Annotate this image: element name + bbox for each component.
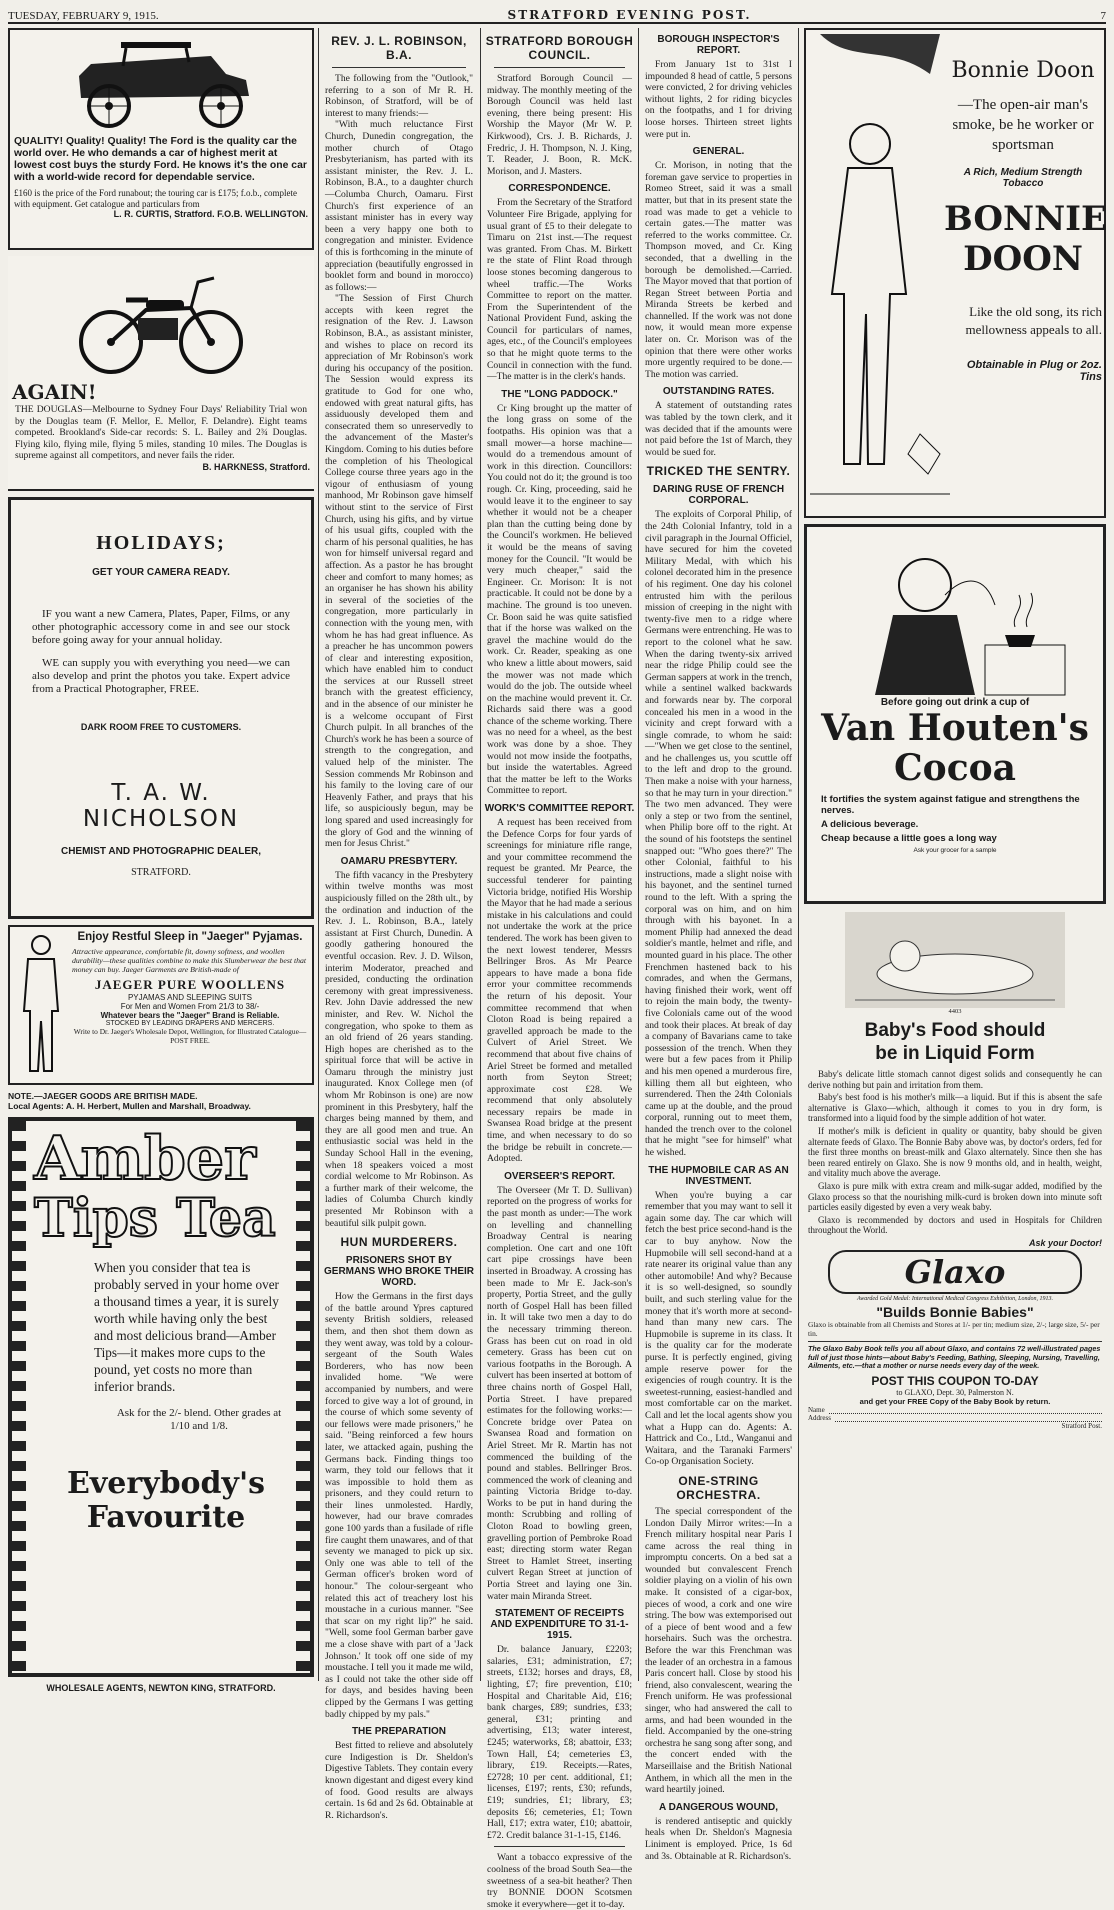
baby-photo-illustration [845,912,1065,1008]
heading-borough-council: STRATFORD BOROUGH COUNCIL. [485,34,634,62]
bonnie-doon-ad [804,28,1106,518]
glaxo-brand: Glaxo [828,1250,1082,1294]
article-paragraph: Stratford Borough Council — midway. The monthly meeting of the Borough Council was held last evening, there being present: His Worship the Mayor (Mr W. P. Kirkwood), Crs. J. B. Richards, J. Fredric, J. H. Thompson, N. J. King, T. Reader, J. Boon, R. McK. Morison, and J. Masters. [487,73,632,177]
bonnie-doon-body: Like the old song, its rich mellowness appeals to all. [965,304,1102,337]
heading-receipts-expenditure: STATEMENT OF RECEIPTS AND EXPENDITURE TO 31-1-1915. [490,1608,629,1642]
heading-one-string-orchestra: ONE-STRING ORCHESTRA. [676,1473,761,1502]
jaeger-ad-title: Enjoy Restful Sleep in "Jaeger" Pyjamas. [77,931,303,943]
bonnie-doon-brand-1: BONNIE [944,199,1107,239]
glaxo-coupon-paper: Stratford Post. [1061,1421,1102,1430]
column-rule [798,28,799,1681]
nicholson-ad-paragraph-2: WE can supply you with everything you need—we can also develop and print the photos you take. Expert advice from a Practical Photographer, FREE. [32,657,290,695]
nicholson-ad-trade: CHEMIST AND PHOTOGRAPHIC DEALER, [60,846,261,857]
douglas-ad-agent: B. HARKNESS, Stratford. [202,461,310,472]
heading-tricked-sentry: TRICKED THE SENTRY. [646,464,791,479]
jaeger-ad-line-3: Whatever bears the "Jaeger" Brand is Reliable. [100,1011,280,1020]
article-paragraph: From the Secretary of the Stratford Volunteer Fire Brigade, applying for usual grant of £5 to their delegate to Timaru on 21st inst.—The request was granted. From Chas. M. Birkett re the state of Flint Road through loose stones becoming dangerous to wheel traffic.—The Works Committee to report on the matter. From the Superintendent of the National Provident Fund, asking the Council for particulars of names, ages, etc., of the Council's employees so that he might quote terms to the Council in connection with the fund.—The matter is in the clerk's hands. [487,197,632,383]
ford-car-illustration [61,34,261,132]
van-houtens-line-2: A delicious beverage. [821,819,919,830]
douglas-ad-body: THE DOUGLAS—Melbourne to Sydney Four Days' Reliability Trial won by the Douglas team (F. Mellor, E. Mellor, F. Delandre). Eight teams competed. Brookland's Side-car records: S. L. Bailey and 2¾ Douglas. Flying kilo, flying mile, flying 5 miles, standing 10 miles. The Douglas is supreme against all competitors, and never fails the rider. [15,404,307,462]
article-paragraph: A statement of outstanding rates was tabled by the town clerk, and it was decided that if the amounts were not paid before the 1st of March, they would be sued for. [645,400,792,458]
article-paragraph: The fifth vacancy in the Presbytery within twelve months was most auspiciously filled on the 28th ult., by the ordination and induction of the Rev. J. L. Robinson, B.A., lately assistant at First Church, Dunedin. A goodly gathering honoured the eventful occasion. Rev. J. D. Wilson, interim Moderator, preached and presided, conducting the ordination ceremony with great impressiveness. Rev. John Davie addressed the new minister, and Rev. W. Nichol the congregation, who spoke to them as an old friend of 26 years standing. High hopes are cherished as to the spiritual force that will be active in Oamaru through the ministry just inaugurated. Knox College men (of whom Mr Robinson is one) are now prominent in this Presbytery, half the charges being manned by them, and they are all good men and true. An enthusiastic social was held in the Sunday School Hall in the evening, when 18 speakers voiced a most cordial welcome to Mr Robinson. As a further mark of their welcome, the ladies of Columba Church kindly presented Mr Robinson with a beautiful silk pulpit gown. [325,869,473,1229]
jaeger-ad-line-5: Write to Dr. Jaeger's Wholesale Depot, Wellington, for Illustrated Catalogue—POST FREE. [73,1027,307,1045]
heading-hupmobile: THE HUPMOBILE CAR AS AN INVESTMENT. [648,1164,789,1187]
jaeger-ad-intro: Attractive appearance, comfortable fit, downy softness, and woollen durability—these qualities combine to make this Slumberwear the best that money can buy. Jaeger Garments are British-made of [72,947,307,974]
divider [808,1341,1102,1342]
heading-outstanding-rates: OUTSTANDING RATES. [662,386,775,398]
nicholson-ad-darkroom: DARK ROOM FREE TO CUSTOMERS. [80,722,242,732]
jaeger-ad-brand: JAEGER PURE WOOLLENS [94,977,286,992]
heading-robinson: REV. J. L. ROBINSON, B.A. [331,34,467,62]
heading-long-paddock: THE "LONG PADDOCK." [501,388,618,400]
heading-oamaru-presbytery: OAMARU PRESBYTERY. [340,855,458,867]
glaxo-ad [804,910,1106,1432]
bonnie-doon-sub: A Rich, Medium Strength Tobacco [963,167,1083,189]
nicholson-ad-name: T. A. W. NICHOLSON [82,780,240,832]
van-houtens-brand-1: Van Houten's [821,707,1089,749]
glaxo-paragraph: If mother's milk is deficient in quality or quantity, baby should be given alternate feeds of Glaxo. The Bonnie Baby above was, by doctor's orders, fed for the first three months on breast-milk and Glaxo alternately. Since then she has been reared entirely on Glaxo. She is now 9 months old, and in health, weight, and vitality much above the average. [808,1125,1102,1179]
glaxo-baby-book: The Glaxo Baby Book tells you all about Glaxo, and contains 72 well-illustrated pages full of just those hints—about Baby's Feeding, Bathing, Sleeping, Nursing, Travelling, Ailments, etc.—that a mother or nurse needs every day of the week. [808,1343,1101,1371]
bonnie-doon-foot: Obtainable in Plug or 2oz. Tins [966,359,1102,383]
article-paragraph: "With much reluctance First Church, Dunedin congregation, the mother church of Otago Presbyterianism, has parted with its assistant minister, the Rev. J. L. Robinson, B.A., to a daughter church—Columba Church, Oamaru. First Church's first experience of an assistant minister has in every way been a very happy one both to congregation and minister. Evidence of this is forthcoming in the minute of appreciation (beautifully engrossed in booklet form and bound in morocco) as follows:— [325,119,473,293]
nicholson-ad-town: STRATFORD. [131,867,191,878]
ford-ad-agent: L. R. CURTIS, Stratford. F.O.B. WELLINGTON. [113,209,308,220]
bonnie-doon-title: Bonnie Doon [951,58,1095,83]
amber-tips-ad [8,1117,314,1677]
nicholson-ad [8,497,314,919]
glaxo-coupon-address-label: Address [808,1413,831,1422]
glaxo-ask: Ask your Doctor! [1028,1237,1102,1248]
divider [494,1846,625,1847]
nicholson-ad-subtitle: GET YOUR CAMERA READY. [92,567,230,578]
striped-border [296,1121,310,1673]
column-rule [318,28,319,1681]
divider [494,67,625,68]
jaeger-ad-note: NOTE.—JAEGER GOODS ARE BRITISH MADE. [8,1091,198,1101]
article-paragraph: The exploits of Corporal Philip, of the 24th Colonial Infantry, told in a civil paragraph in the Journal Officiel, have secured for him the coveted Military Medal, with which his colonel decorated him in the presence of his regiment. One day his colonel entrusted him with the perilous mission of creeping in the night with twenty-five men to a ridge where Germans were entrenching. He was to report to the colonel what he saw. When the daring twenty-six arrived near the ridge Philip could see the German sappers at work in the trench, while a sentinel walked backwards and forwards near by. The corporal concealed his men in a wood in the vicinity and crept forward with a single comrade, to whom he said:—"When we get close to the sentinel, and he challenges us, you scuttle off to the left and drop to the ground. Then make a noise with your harness, so that he may turn in your direction." The two men advanced. They were only a step or two from the sentinel, when Philip bore off to the right. At the sound of his footsteps the sentinel snapped out: "Who goes there?" The other Colonial, faithful to his instructions, made a slight noise with his bayonet, and the sentinel turned round to the left. With a spring the corporal was on him, and on him through with his bayonet. In a moment Philip had annexed the dead soldier's mantle, helmet and rifle, and mounted guard in his place. The other Frenchmen hastened back to his comrades, and when the Germans, having finished their work, went off to rejoin the main body, the twenty-five Colonials came out of the wood and took their places. At break of day a company of Bavarians came to take possession of the trench. When they were but a few paces from it Philip and his men opened a murderous fire, killing them all but eighteen, who surrendered. Then the 24th Colonials came up at the double, and the proud corporal, running out to meet them, handed the trench over to the colonel that he might "see for himself" what he wished. [645,509,792,1159]
heading-preparation: THE PREPARATION [351,1726,447,1738]
column-rule [480,28,481,1681]
glaxo-title-1: Baby's Food should [864,1020,1046,1041]
jaeger-ad-line-4: STOCKED BY LEADING DRAPERS AND MERCERS. [105,1020,275,1027]
subheading-prisoners-shot: PRISONERS SHOT BY GERMANS WHO BROKE THEIR WORD. [324,1255,474,1289]
subheading-daring-ruse: DARING RUSE OF FRENCH CORPORAL. [652,484,785,507]
heading-dangerous-wound: A DANGEROUS WOUND, [658,1801,779,1813]
ford-ad-price: £160 is the price of the Ford runabout; the touring car is £175; f.o.b., complete with equipment. Get catalogue and particulars from [14,188,297,209]
divider [332,67,466,68]
glaxo-paragraph: Baby's best food is his mother's milk—a liquid. But if this is absent the safe alternative is Glaxo—which, although it comes to you in dry form, is transformed into a liquid food by the simple addition of hot water. [808,1092,1102,1124]
article-paragraph: Want a tobacco expressive of the coolness of the broad South Sea—the sweetness of a sea-bit heather? Then try BONNIE DOON Scotsmen smoke it everywhere—get it to-day. [487,1852,632,1910]
bonnie-doon-tagline: —The open-air man's smoke, be he worker or sportsman [952,97,1094,153]
van-houtens-line-1: It fortifies the system against fatigue and strengthens the nerves. [821,794,1080,816]
glaxo-coupon-address: to GLAXO, Dept. 30, Palmerston N. [896,1387,1014,1397]
column-rule [638,28,639,1681]
article-paragraph: The following from the "Outlook," referring to a son of Mr R. H. Robinson, of Stratford, will be of interest to many friends:— [325,73,473,119]
douglas-ad [8,256,314,491]
glaxo-slogan: "Builds Bonnie Babies" [876,1303,1034,1320]
heading-inspectors-report: BOROUGH INSPECTOR'S REPORT. [657,34,780,56]
motorcycle-illustration [76,260,246,380]
glaxo-paragraph: Baby's delicate little stomach cannot digest solids and consequently he can derive nothing but pain and irritation from them. [808,1069,1102,1090]
column-adverts-left [8,28,314,1693]
jaeger-ad-line-2: For Men and Women From 21/3 to 38/- [120,1002,260,1011]
van-houtens-brand-2: Cocoa [894,747,1016,789]
glaxo-coupon-address-field[interactable] [835,1414,1102,1422]
article-paragraph: From January 1st to 31st I impounded 8 head of cattle, 5 persons were convicted, 2 for driving vehicles without lights, 2 for riding bicycles on the footpaths, and 1 for driving loose horses. Thirteen street lights were put in. [645,59,792,140]
nicholson-ad-title: HOLIDAYS; [96,532,226,554]
glaxo-photo-number: 4403 [948,1008,962,1015]
amber-tips-slogan-1: Everybody's [66,1466,266,1501]
amber-tips-body: When you consider that tea is probably served in your home over a thousand times a year, it is surely worth while having only the best and most delicious brand—Amber Tips—it makes more cups to the pound, yet costs no more than inferior brands. [94,1260,279,1394]
heading-hun-murderers: HUN MURDERERS. [340,1235,458,1250]
article-paragraph: Cr. Morison, in noting that the foreman gave service to properties in Romeo Street, said it was a small matter, but that in its present state the road was made to get a vehicle to certain gates.—The matter was referred to the works committee. Cr. Thompson moved, and Cr. King seconded, that a dwelling in the borough be demolished.—Carried. The Mayor moved that that portion of Regan Street between Portia and Miranda Streets be kerbed and channelled. If the work was not done now, it would mean more expense later on. Cr. Morison was of the opinion that there were other works more urgently required to be done.—The motion was carried. [645,160,792,380]
jaeger-ad-agents: Local Agents: A. H. Herbert, Mullen and Marshall, Broadway. [8,1101,251,1111]
heading-correspondence: CORRESPONDENCE. [508,183,611,195]
glaxo-award: Awarded Gold Medal: International Medical Congress Exhibition, London, 1913. [856,1295,1054,1302]
jaeger-ad-line-1: PYJAMAS AND SLEEPING SUITS [127,993,253,1002]
article-paragraph: How the Germans in the first days of the battle around Ypres captured seventy British soldiers, released them, and then shot them down as they went away, was told by a colour-sergeant of the South Wales Borderers, who has now been invalided home. "We were accompanied by numbers, and were forced to give way a lot of ground, in the course of which some seventy of our fellows were made prisoners," he said. "Being reinforced a few hours later, we attacked again, pushing the Germans back. Finding things too warm, they told our fellows that it was impossible to hold them as prisoners, and they could return to their lines unmolested. Hardly, however, had our brave comrades gone 100 yards than a fusilade of rifle fire caught them unawares, and of that seventy we managed to pick up six. Only one was able to tell of the German officer's broken word of honour." The colour-sergeant who related this act of treachery lost his moustache in a curious manner. "See that scar on my right lip?" he said. "Well, some fool German barber gave me a close shave with part of a 'Jack Johnson.' It took off one side of my moustache. I tell you it made me wild, as I could not take the other side off for days, and besides having been clipped by the Germans I was getting badly chipped by my pals." [325,1291,473,1720]
amber-tips-brand-2: Tips Tea [34,1188,276,1249]
column-2 [322,28,476,1821]
masthead [8,4,1106,24]
glaxo-paragraph: Glaxo is recommended by doctors and used in Hospitals for Children throughout the World. [808,1214,1102,1236]
van-houtens-intro: Before going out drink a cup of [880,697,1030,708]
heading-general: GENERAL. [692,146,745,158]
column-3 [484,28,635,1910]
column-4 [642,28,795,1862]
ford-ad-headline: QUALITY! Quality! Quality! The Ford is the quality car the world over. He who demands a car of highest merit at lowest cost buys the sturdy Ford. He knows it's the one car with a world-wide record for dependable service. [14,136,307,183]
amber-tips-ask: Ask for the 2/- blend. Other grades at 1/10 and 1/8. [116,1407,282,1432]
glaxo-coupon-offer: and get your FREE Copy of the Baby Book by return. [859,1396,1051,1406]
article-paragraph: Best fitted to relieve and absolutely cure Indigestion is Dr. Sheldon's Digestive Tablets. They contain every known digestant and digest every kind of food. Good results are always certain. 1s 6d and 2s 6d. Obtainable at R. Richardson's. [325,1740,473,1821]
article-paragraph: The special correspondent of the London Daily Mirror writes:—In a French military hospital near Paris I came across the real thing in impromptu concerts. On a bed sat a wounded but convalescent French soldier playing on a violin of his own make. It consisted of a cigar-box, pieces of wood, a cork and one wire string. The bow was extemporised out of a piece of bent wood and a few horsehairs. Such was the orchestra. Before the war this Frenchman was the leader of an orchestra in a famous Paris concert hall. Close by stood his friend, also convalescent, wearing the French uniform. He was professional singer, who had answered the call to arms, and had been wounded in the field. Accompanied by the one-string orchestra he sang song after song, and the concert ended with the Marseillaise and the British National Anthem, in which all the men in the ward heartily joined. [645,1505,792,1796]
bonnie-doon-brand-2: DOON [963,239,1083,279]
smoker-figure-illustration [810,34,950,512]
glaxo-coupon-title: POST THIS COUPON TO-DAY [871,1373,1039,1388]
masthead-paper-name: STRATFORD EVENING POST. [507,8,752,22]
article-paragraph: When you're buying a car remember that you may want to sell it again some day. The car which will fetch the best price second-hand is the car to buy anyhow. Now the Hupmobile will sell second-hand at a rate nearer its original value than any other automobile! And why? Because it is so well-designed, so soundly built, and such sterling value for the money that it's worth more at second-hand than many new cars. The Hupmobile is supreme in its class. It is the quality car for the moderate purse. It is perfectly engined, giving ample reserve power for the exigencies of rough country. It is the sweetest-running, easiest-handled and most comfortable car on the market. Call and let the local agents show you what a Hupp can do. Agents: A. Hattrick and Co., Ltd., Wanganui and Waitara, and the Taranaki Farmers' Co-op Organisation Society. [645,1189,792,1468]
ford-ad [8,28,314,250]
glaxo-coupon-name-field[interactable] [829,1406,1102,1414]
van-houtens-line-3: Cheap because a little goes a long way [821,833,997,844]
heading-works-committee: WORK'S COMMITTEE REPORT. [484,803,635,815]
column-adverts-right [804,28,1106,1681]
glaxo-title-2: be in Liquid Form [875,1043,1035,1064]
glaxo-paragraph: Glaxo is pure milk with extra cream and milk-sugar added, modified by the Glaxo process so that the nourishing milk-curd is broken down into minute soft particles easily digested by even a very weak baby. [808,1180,1102,1213]
striped-border [12,1121,26,1673]
masthead-date: TUESDAY, FEBRUARY 9, 1915. [8,10,159,22]
glaxo-availability: Glaxo is obtainable from all Chemists and Stores at 1/- per tin; medium size, 2/-; large size, 5/- per tin. [808,1319,1100,1338]
article-paragraph: The Overseer (Mr T. D. Sullivan) reported on the progress of works for the past month as under:—The work on levelling and channelling Broadway Central is nearing completion. One cart and one 10ft cart pipe crossings have been inserted in Broadway. A crossing has been made to Mr E. Jack-son's property, Portia Street, and the gully north of Gospel Hall has been filled in. It will take two men a day to do the necessary trimming thereon. Grass has been cut on road in old cemetery. Grass has been cut on various footpaths in the Borough. A culvert has been inserted at bottom of three chains north of Gospel Hall, Portia Street. I have prepared estimates for the following works:—Concrete bridge over Patea on Swansea Road and formation on Ariel Street. Mr R. Martin has not commenced the building of the pound and stables. Bellringer Bros. commenced the work of cleaning and painting Victoria Bridge to-day. Works to be put in hand during the month: Scrubbing and rolling of Cloton Road to bowling green, gravelling portion of Pembroke Road east; directing storm water Regan Street to Hamlet Street, inserting culvert Regan Street at junction of Portia Street and laying one 3in. water main Miranda Street. [487,1184,632,1602]
amber-tips-footer: WHOLESALE AGENTS, NEWTON KING, STRATFORD. [46,1683,276,1693]
van-houtens-ad [804,524,1106,904]
article-paragraph: is rendered antiseptic and quickly heals when Dr. Sheldon's Magnesia Liniment is employed. Price, 1s 6d and 3s. Obtainable at R. Richardson's. [645,1815,792,1862]
amber-tips-slogan-2: Favourite [86,1500,246,1535]
heading-overseers-report: OVERSEER'S REPORT. [504,1170,615,1182]
article-paragraph: "The Session of First Church accepts with keen regret the resignation of the Rev. J. Lawson Robinson, B.A., as assistant minister, and wishes to place on record its appreciation of Mr Robinson's work during his occupancy of the position. The Session would express its gratitude to God for one who, endowed with great natural gifts, has assiduously developed them and consecrated them so unreservedly to the advancement of the Master's Kingdom. Coming to his duties before the completion of his Theological College course three years ago in the vigour of enthusiasm of young manhood, Mr Robinson gave himself without stint to the service of First Church, using his gifts, and by virtue of his usual gifts, coupled with the charm of his personal qualities, he has won for himself universal regard and affection. As a pastor he has brought cheer and comfort to many homes; as an organiser he has shown his ability in several of the societies of the congregation, more particularly in connection with the young men, with whom he has had great influence. As a preacher he has uncommon powers of clear and interesting exposition, which have enabled him to conduct the services at our Russell street branch with the greatest efficiency, and in the absence of our minister he is a welcome occupant of First Church pulpit. In all branches of the Church's work he has been a source of strength to the congregation, and valued help of the minister. The Session commends Mr Robinson and his family to the loving care of our Heavenly Father, and prays that his life, so auspiciously begun, may be long spared and used increasingly for the glory of God and the winning of men for Jesus Christ." [325,293,473,850]
pyjamas-figure-illustration [14,931,68,1081]
jaeger-ad [8,925,314,1085]
van-houtens-line-4: Ask your grocer for a sample [913,847,997,854]
article-paragraph: Cr King brought up the matter of the long grass on some of the footpaths. His opinion was that a small mower—a horse machine—would do a tremendous amount of work in this direction. Councillors: You could not do it; the ground is too rough. Cr. King, proceeding, said he would leave it to the engineer to say whether it would not be a cheaper plan than the cutting being done by the Council's workmen. He believed it would be the means of saving money for the Council. "It would be very much cheaper," said the Engineer. Cr. Morison: It is not practicable. It could not be done by a machine. The ground is too uneven. Cr. Boon said he was quite satisfied that if the horse was walked on the gravel the machine would do the work. Cr. Reader, speaking as one who knew a little about mowers, said the mower was not made which would do the job. The outside wheel on the machine would prevent it. Cr. Richards said there was a good chance of the scheme working. There was no need for a wheel, as the best work was done by a shoe. They would not mow inside the footpaths, but inside the watertables. Agreed that the matter be left to the Works Committee to report. [487,402,632,797]
article-paragraph: Dr. balance January, £2203; salaries, £31; administration, £7; streets, £132; horses and drays, £8, lighting, £7; fire prevention, £10; Hospital and Charitable Aid, £16; bank charges, £89; sundries, £33; general, £31; printing and advertising, £13; water interest, £245; waterworks, £8; abattoir, £33; Town Hall, £4; cemeteries £3, library, £19. Receipts.—Rates, £2728; 10 per cent. additional, £1; licenses, £197; rents, £30; refunds, £19; sundries, £1; library, £3; deposits £6; cemeteries, £1; Town Hall, £17; extra water, £10; abattoir, £72. Credit balance 31-1-15, £146. [487,1644,632,1841]
article-paragraph: A request has been received from the Defence Corps for four yards of screenings for miniature rifle range, and your committee recommend the request be granted. Mr Pearce, the successful tenderer for painting Victoria bridge, notified His Worship the Mayor that he had made a serious mistake in his calculations and could not undertake the work at the price tendered. The work has been given to the next lowest tenderer, Messrs Bellringer Bros. As Mr Pearce appears to have made a bona fide error your committee recommends the return of his deposit. Your committee recommend that when Cloton Road is being repaired a gravelled approach be made to the Culvert of Ariel Street. We recommend that about five chains of Ariel Street be formed and metalled north from Seyton Street; approximate cost £28. We recommend that only absolutely necessary repairs be made in Swansea Road bridge at the present time, and when necessary to do so the bridge be rebuilt in concrete.—Adopted. [487,817,632,1165]
masthead-page-number: 7 [1100,10,1106,22]
amber-tips-brand-1: Amber [34,1124,256,1194]
douglas-ad-headline: AGAIN! [12,380,97,404]
nicholson-ad-paragraph-1: IF you want a new Camera, Plates, Paper, Films, or any other photographic accessory come in and see our stock before going away for your annual holiday. [32,608,290,646]
glaxo-coupon-name-label: Name [808,1405,825,1414]
cocoa-drinker-illustration [835,535,1075,695]
